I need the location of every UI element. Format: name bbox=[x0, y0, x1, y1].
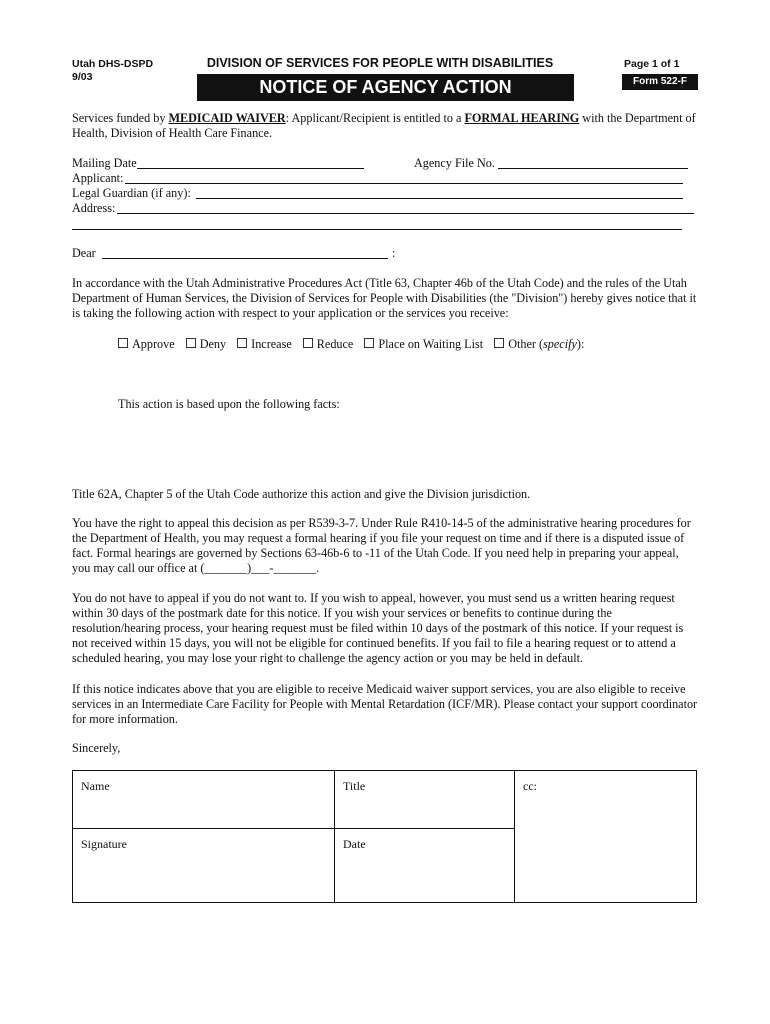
checkbox-icon[interactable] bbox=[364, 338, 374, 348]
name-cell[interactable] bbox=[73, 771, 335, 829]
action-deny[interactable] bbox=[186, 337, 226, 351]
action-approve[interactable] bbox=[118, 337, 175, 351]
agency-file-field[interactable] bbox=[498, 168, 688, 169]
cc-label: cc: bbox=[523, 779, 537, 793]
action-other[interactable] bbox=[494, 337, 584, 351]
page-indicator: Page 1 of 1 bbox=[624, 58, 680, 70]
icfmr-paragraph: If this notice indicates above that you are eligible to receive Medicaid waiver support services, you are also eligible to receive services in an Intermediate Care Facility for People with Mental Retardation (ICF/MR). Please contact your support coordinator for more information. bbox=[72, 682, 698, 726]
formal-hearing-label: FORMAL HEARING bbox=[464, 111, 580, 125]
no-appeal-paragraph: You do not have to appeal if you do not want to. If you wish to appeal, however, you must send us a written hearing request within 30 days of the postmark date for this notice. If you wish your services or benefits to continue during the resolution/hearing process, your hearing request must be filed within 10 days of the postmark of this notice. If your request is not received within 15 days, you will not be eligible for continued benefits. If you fail to file a hearing request or to attend a scheduled hearing, you may lose your right to challenge the agency action or you may be held in default. bbox=[72, 591, 684, 665]
intro-prefix: Services funded by bbox=[72, 111, 169, 125]
office-phone-field[interactable]: (_______)___-_______ bbox=[200, 561, 317, 575]
intro-paragraph bbox=[72, 111, 698, 141]
form-number-badge: Form 522-F bbox=[622, 74, 698, 90]
appeal-end: . bbox=[316, 561, 320, 575]
legal-guardian-label: Legal Guardian (if any): bbox=[72, 186, 191, 200]
legal-guardian-field[interactable] bbox=[196, 198, 683, 199]
mailing-date-label: Mailing Date bbox=[72, 156, 137, 170]
division-name: DIVISION OF SERVICES FOR PEOPLE WITH DISABILITIES bbox=[206, 56, 554, 70]
mailing-date-field[interactable] bbox=[137, 168, 364, 169]
checkbox-icon[interactable] bbox=[186, 338, 196, 348]
address-field[interactable] bbox=[117, 213, 694, 214]
facts-label: This action is based upon the following facts: bbox=[118, 397, 340, 411]
closing: Sincerely, bbox=[72, 741, 121, 755]
action-increase[interactable] bbox=[237, 337, 292, 351]
action-reduce-label: Reduce bbox=[316, 337, 354, 351]
address-field-line2[interactable] bbox=[72, 229, 682, 230]
org-name: Utah DHS-DSPD bbox=[72, 58, 154, 70]
title-cell[interactable] bbox=[335, 771, 515, 829]
appeal-paragraph bbox=[72, 516, 698, 576]
date-label: Date bbox=[343, 837, 366, 851]
dear-label: Dear bbox=[72, 246, 96, 260]
applicant-label: Applicant: bbox=[72, 171, 124, 185]
action-increase-label: Increase bbox=[251, 337, 292, 351]
action-reduce[interactable] bbox=[303, 337, 354, 351]
action-deny-label: Deny bbox=[199, 337, 227, 351]
title62-paragraph: Title 62A, Chapter 5 of the Utah Code authorize this action and give the Division jurisdiction. bbox=[72, 487, 531, 501]
dear-colon: : bbox=[392, 246, 396, 260]
form-date: 9/03 bbox=[72, 71, 93, 83]
action-waiting-list-label: Place on Waiting List bbox=[378, 337, 484, 351]
checkbox-icon[interactable] bbox=[303, 338, 313, 348]
action-other-end: ): bbox=[576, 337, 585, 351]
signature-table bbox=[72, 770, 697, 903]
medicaid-waiver-label: MEDICAID WAIVER bbox=[168, 111, 286, 125]
cc-cell[interactable] bbox=[515, 771, 697, 903]
signature-cell[interactable] bbox=[73, 829, 335, 903]
checkbox-icon[interactable] bbox=[118, 338, 128, 348]
org-header bbox=[72, 58, 153, 84]
action-approve-label: Approve bbox=[132, 337, 175, 351]
signature-label: Signature bbox=[81, 837, 127, 851]
intro-suffix: with the Department of Health, Division of Health Care Finance. bbox=[72, 111, 696, 140]
accordance-paragraph: In accordance with the Utah Administrative Procedures Act (Title 63, Chapter 46b of the Utah Code) and the rules of the Utah Department of Human Services, the Division of Services for People with Disabilities (the "Division") hereby gives notice that it is taking the following action with respect to your application or the services you receive: bbox=[72, 276, 697, 320]
action-other-specify: specify bbox=[543, 337, 577, 351]
title-label: Title bbox=[343, 779, 366, 793]
applicant-field[interactable] bbox=[125, 183, 683, 184]
checkbox-icon[interactable] bbox=[237, 338, 247, 348]
name-label: Name bbox=[81, 779, 110, 793]
date-cell[interactable] bbox=[335, 829, 515, 903]
address-label: Address: bbox=[72, 201, 116, 215]
agency-file-label: Agency File No. bbox=[414, 156, 495, 170]
intro-mid: : Applicant/Recipient is entitled to a bbox=[285, 111, 465, 125]
page-title: NOTICE OF AGENCY ACTION bbox=[197, 74, 574, 101]
action-options bbox=[118, 337, 592, 352]
dear-field[interactable] bbox=[102, 258, 388, 259]
action-other-label: Other ( bbox=[508, 337, 544, 351]
checkbox-icon[interactable] bbox=[494, 338, 504, 348]
action-waiting-list[interactable] bbox=[364, 337, 483, 351]
appeal-text: You have the right to appeal this decision as per R539-3-7. Under Rule R410-14-5 of the administrative hearing procedures for the Department of Health, you may request a formal hearing if you file your request on time and if there is a disputed issue of fact. Formal hearings are governed by Sections 63-46b-6 to -11 of the Utah Code. If you need help in preparing your appeal, you may call our office at bbox=[72, 516, 691, 575]
